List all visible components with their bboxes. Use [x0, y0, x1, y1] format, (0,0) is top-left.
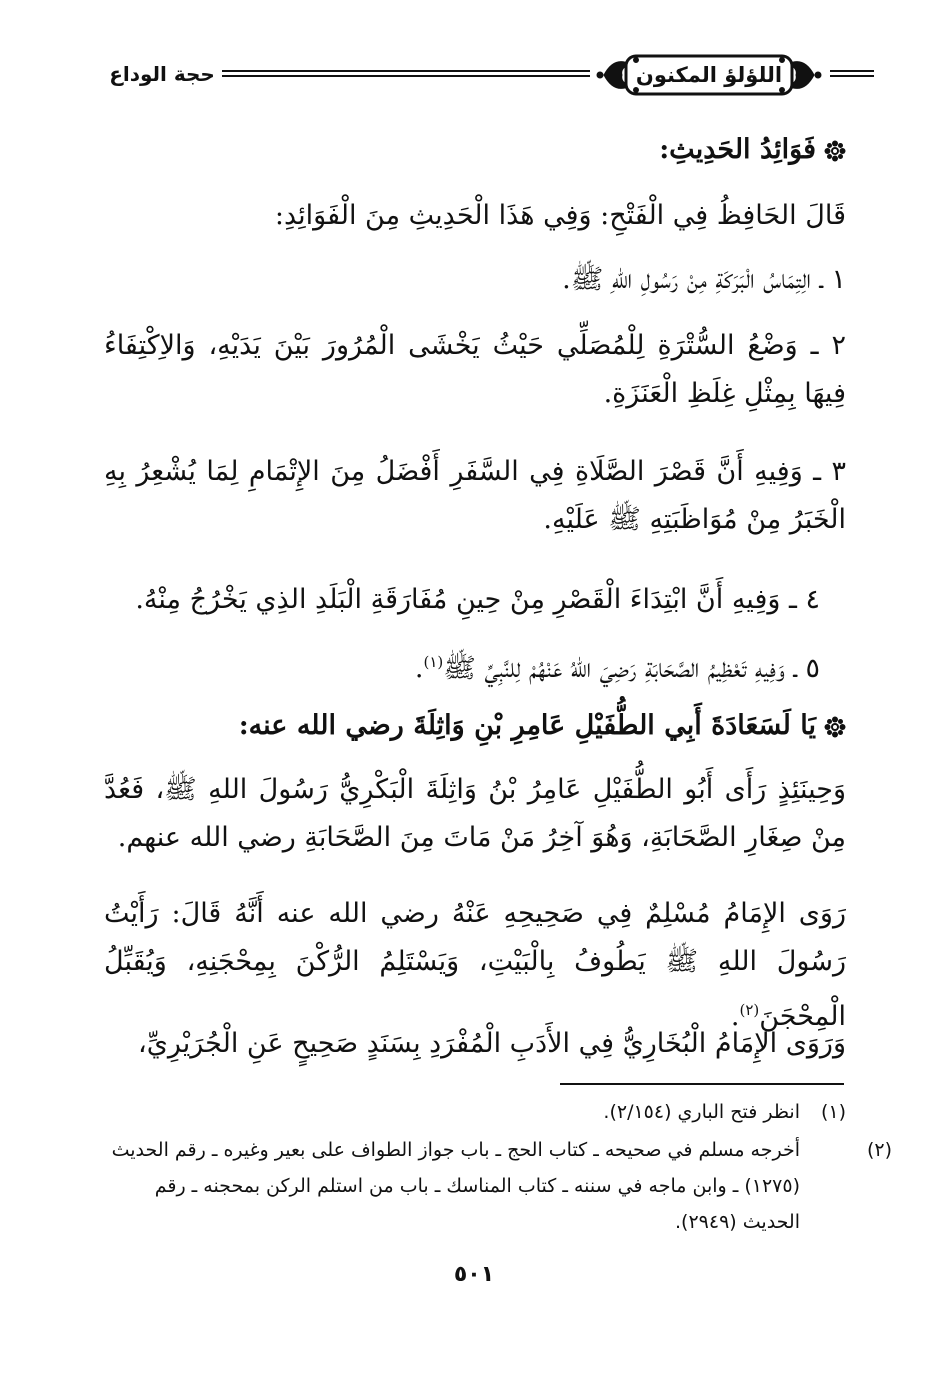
section-heading-benefits	[659, 128, 846, 172]
paragraph-1: وَحِينَئِذٍ رَأَى أَبُو الطُّفَيْلِ عَامِرُ بْنُ وَاثِلَةَ الْبَكْرِيُّ رَسُولَ اللهِ ﷺ، فَعُدَّ مِنْ صِغَارِ الصَّحَابَةِ، وَهُوَ آخِرُ مَنْ مَاتَ مِنَ الصَّحَابَةِ رضي الله عنهم.	[104, 774, 846, 853]
paragraph-2-text: رَوَى الإِمَامُ مُسْلِمٌ فِي صَحِيحِهِ عَنْهُ رضي الله عنه أَنَّهُ قَالَ: رَأَيْتُ رَسُولَ اللهِ ﷺ يَطُوفُ بِالْبَيْتِ، وَيَسْتَلِمُ الرُّكْنَ بِمِحْجَنِهِ، وَيُقَبِّلُ الْمِحْجَنَ	[104, 898, 846, 1032]
benefit-item-5-text: ٥ ـ وَفِيهِ تَعْظِيمُ الصَّحَابَةِ رَضِيَ اللهُ عَنْهُمْ لِلنَّبِيِّ ﷺ	[443, 653, 820, 684]
benefit-item-3: ٣ ـ وَفِيهِ أَنَّ قَصْرَ الصَّلَاةِ فِي السَّفَرِ أَفْضَلُ مِنَ الإِتْمَامِ لِمَا يُشْعِرُ بِهِ الْخَبَرُ مِنْ مُوَاظَبَتِهِ ﷺ عَلَيْهِ.	[104, 456, 846, 535]
heading-text: فَوَائِدُ الحَدِيثِ:	[659, 134, 816, 165]
flower-bullet-icon	[824, 716, 846, 738]
footnote-text: أخرجه مسلم في صحيحه ـ كتاب الحج ـ باب جواز الطواف على بعير وغيره ـ رقم الحديث (١٢٧٥) ـ وابن ماجه في سننه ـ كتاب المناسك ـ باب من استلم الركن بمحجنه ـ رقم الحديث (٢٩٤٩).	[111, 1139, 800, 1233]
benefit-item-1: ١ ـ الِتِمَاسُ الْبَرَكَةِ مِنْ رَسُولِ اللهِ ﷺ.	[562, 264, 846, 295]
paragraph-3: وَرَوَى الإِمَامُ الْبُخَارِيُّ فِي الأَدَبِ الْمُفْرَدِ بِسَنَدٍ صَحِيحٍ عَنِ الْجُرَيْرِيِّ،	[138, 1028, 846, 1059]
footnote-ref-2[interactable]: (٢)	[739, 1001, 760, 1019]
intro-line: قَالَ الحَافِظُ فِي الْفَتْحِ: وَفِي هَذَا الْحَدِيثِ مِنَ الْفَوَائِدِ:	[274, 200, 846, 231]
header-rule-left	[222, 70, 590, 77]
heading-text: يَا لَسَعَادَةَ أَبِي الطُّفَيْلِ عَامِرِ بْنِ وَاثِلَةَ رضي الله عنه:	[238, 710, 816, 741]
benefit-item-2: ٢ ـ وَضْعُ السُّتْرَةِ لِلْمُصَلِّي حَيْثُ يَخْشَى الْمُرُورَ بَيْنَ يَدَيْهِ، وَالاِكْتِفَاءُ فِيهَا بِمِثْلِ غِلَظِ الْعَنَزَةِ.	[104, 330, 846, 409]
footnote-number: (٢)	[866, 1139, 892, 1161]
footnote-1	[104, 1094, 846, 1130]
paragraph-2-end: .	[730, 1001, 740, 1032]
header-rule-right	[830, 70, 874, 77]
chapter-title: حجة الوداع	[109, 62, 215, 86]
footnote-text: انظر فتح الباري (٢/١٥٤).	[603, 1101, 800, 1123]
benefit-item-5-end: .	[414, 653, 424, 684]
book-title-ornament	[596, 50, 822, 100]
section-heading-abu-tufail	[239, 704, 846, 748]
paragraph-2	[104, 890, 846, 1041]
benefit-item-5	[415, 640, 820, 691]
footnote-2	[104, 1132, 892, 1240]
footnote-ref-1[interactable]: (١)	[423, 653, 444, 671]
footnote-separator	[560, 1083, 844, 1085]
benefit-item-4: ٤ ـ وَفِيهِ أَنَّ ابْتِدَاءَ الْقَصْرِ مِنْ حِينِ مُفَارَقَةِ الْبَلَدِ الذِي يَخْرُجُ مِنْهُ.	[135, 584, 820, 615]
footnote-number: (١)	[820, 1101, 846, 1123]
book-title: اللؤلؤ المكنون	[635, 63, 783, 87]
page-number: ٥٠١	[453, 1262, 495, 1287]
flower-bullet-icon	[824, 140, 846, 162]
